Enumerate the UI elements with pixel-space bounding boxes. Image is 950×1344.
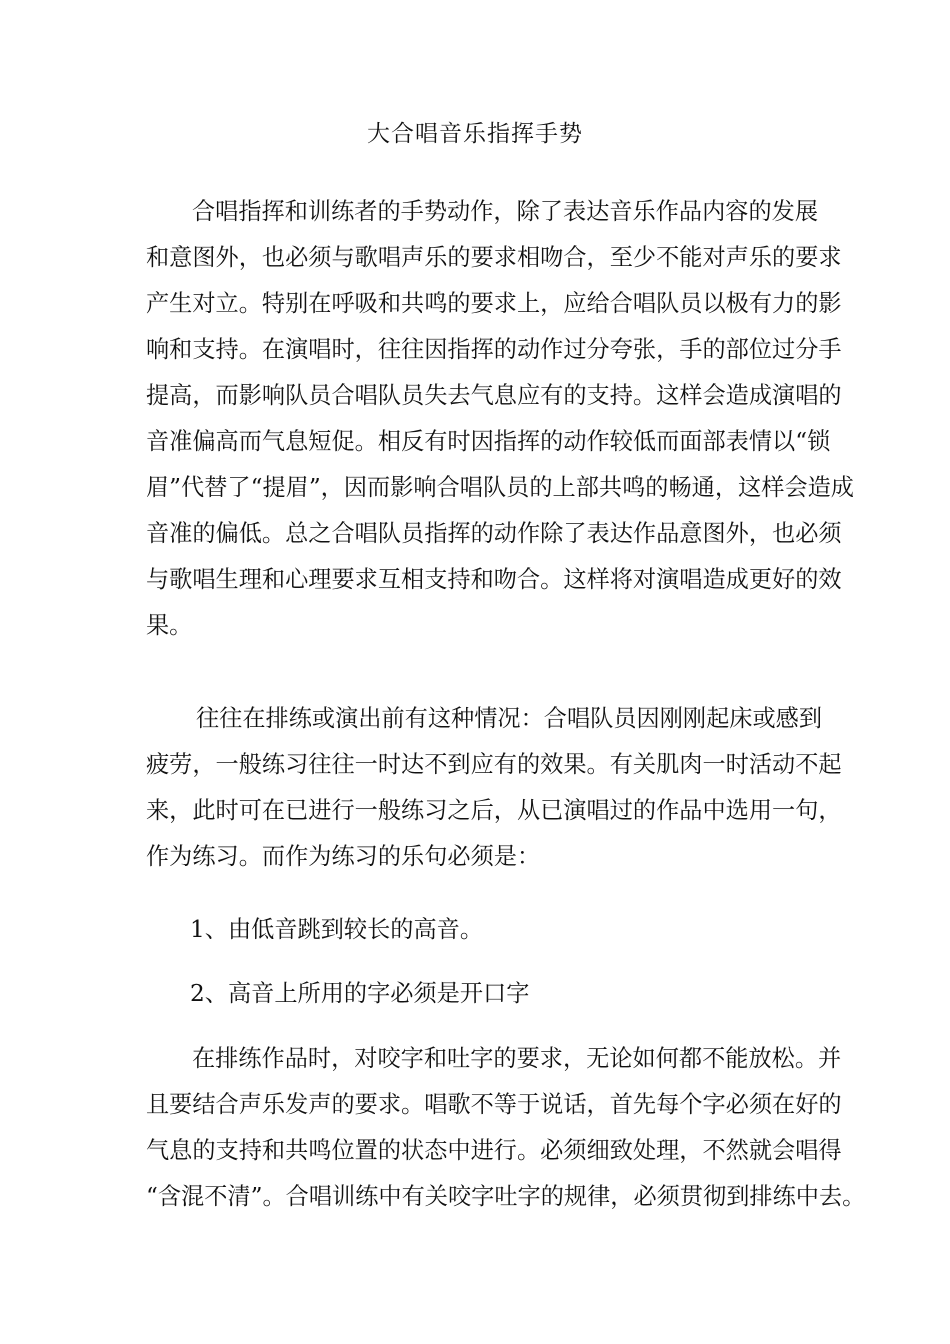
list-item: 2、高音上所用的字必须是开口字	[190, 980, 530, 1007]
paragraph-1-line: 和意图外，也必须与歌唱声乐的要求相吻合，至少不能对声乐的要求	[146, 244, 842, 271]
paragraph-1-line: 合唱指挥和训练者的手势动作，除了表达音乐作品内容的发展	[192, 198, 819, 225]
paragraph-1-line: 果。	[146, 612, 193, 639]
paragraph-2-line: 疲劳，一般练习往往一时达不到应有的效果。有关肌肉一时活动不起	[146, 751, 842, 778]
paragraph-1-line: 响和支持。在演唱时，往往因指挥的动作过分夸张，手的部位过分手	[146, 336, 842, 363]
paragraph-2-line: 往往在排练或演出前有这种情况：合唱队员因刚刚起床或感到	[196, 705, 823, 732]
paragraph-1-line: 音准的偏低。总之合唱队员指挥的动作除了表达作品意图外，也必须	[146, 520, 842, 547]
paragraph-3-line: “含混不清”。合唱训练中有关咬字吐字的规律，必须贯彻到排练中去。	[146, 1183, 866, 1210]
paragraph-1-line: 提高，而影响队员合唱队员失去气息应有的支持。这样会造成演唱的	[146, 382, 842, 409]
paragraph-2-line: 作为练习。而作为练习的乐句必须是：	[146, 843, 541, 870]
paragraph-1-line: 产生对立。特别在呼吸和共鸣的要求上，应给合唱队员以极有力的影	[146, 290, 842, 317]
document-title: 大合唱音乐指挥手势	[367, 121, 583, 147]
paragraph-3-line: 且要结合声乐发声的要求。唱歌不等于说话，首先每个字必须在好的	[146, 1091, 842, 1118]
paragraph-1-line: 音准偏高而气息短促。相反有时因指挥的动作较低而面部表情以“锁	[146, 428, 831, 455]
paragraph-1-line: 与歌唱生理和心理要求互相支持和吻合。这样将对演唱造成更好的效	[146, 566, 842, 593]
list-item: 1、由低音跳到较长的高音。	[190, 916, 484, 943]
paragraph-3-line: 气息的支持和共鸣位置的状态中进行。必须细致处理，不然就会唱得	[146, 1137, 842, 1164]
paragraph-3-line: 在排练作品时，对咬字和吐字的要求，无论如何都不能放松。并	[192, 1045, 842, 1072]
paragraph-2-line: 来，此时可在已进行一般练习之后，从已演唱过的作品中选用一句，	[146, 797, 842, 824]
paragraph-1-line: 眉”代替了“提眉”，因而影响合唱队员的上部共鸣的畅通，这样会造成	[146, 474, 854, 501]
